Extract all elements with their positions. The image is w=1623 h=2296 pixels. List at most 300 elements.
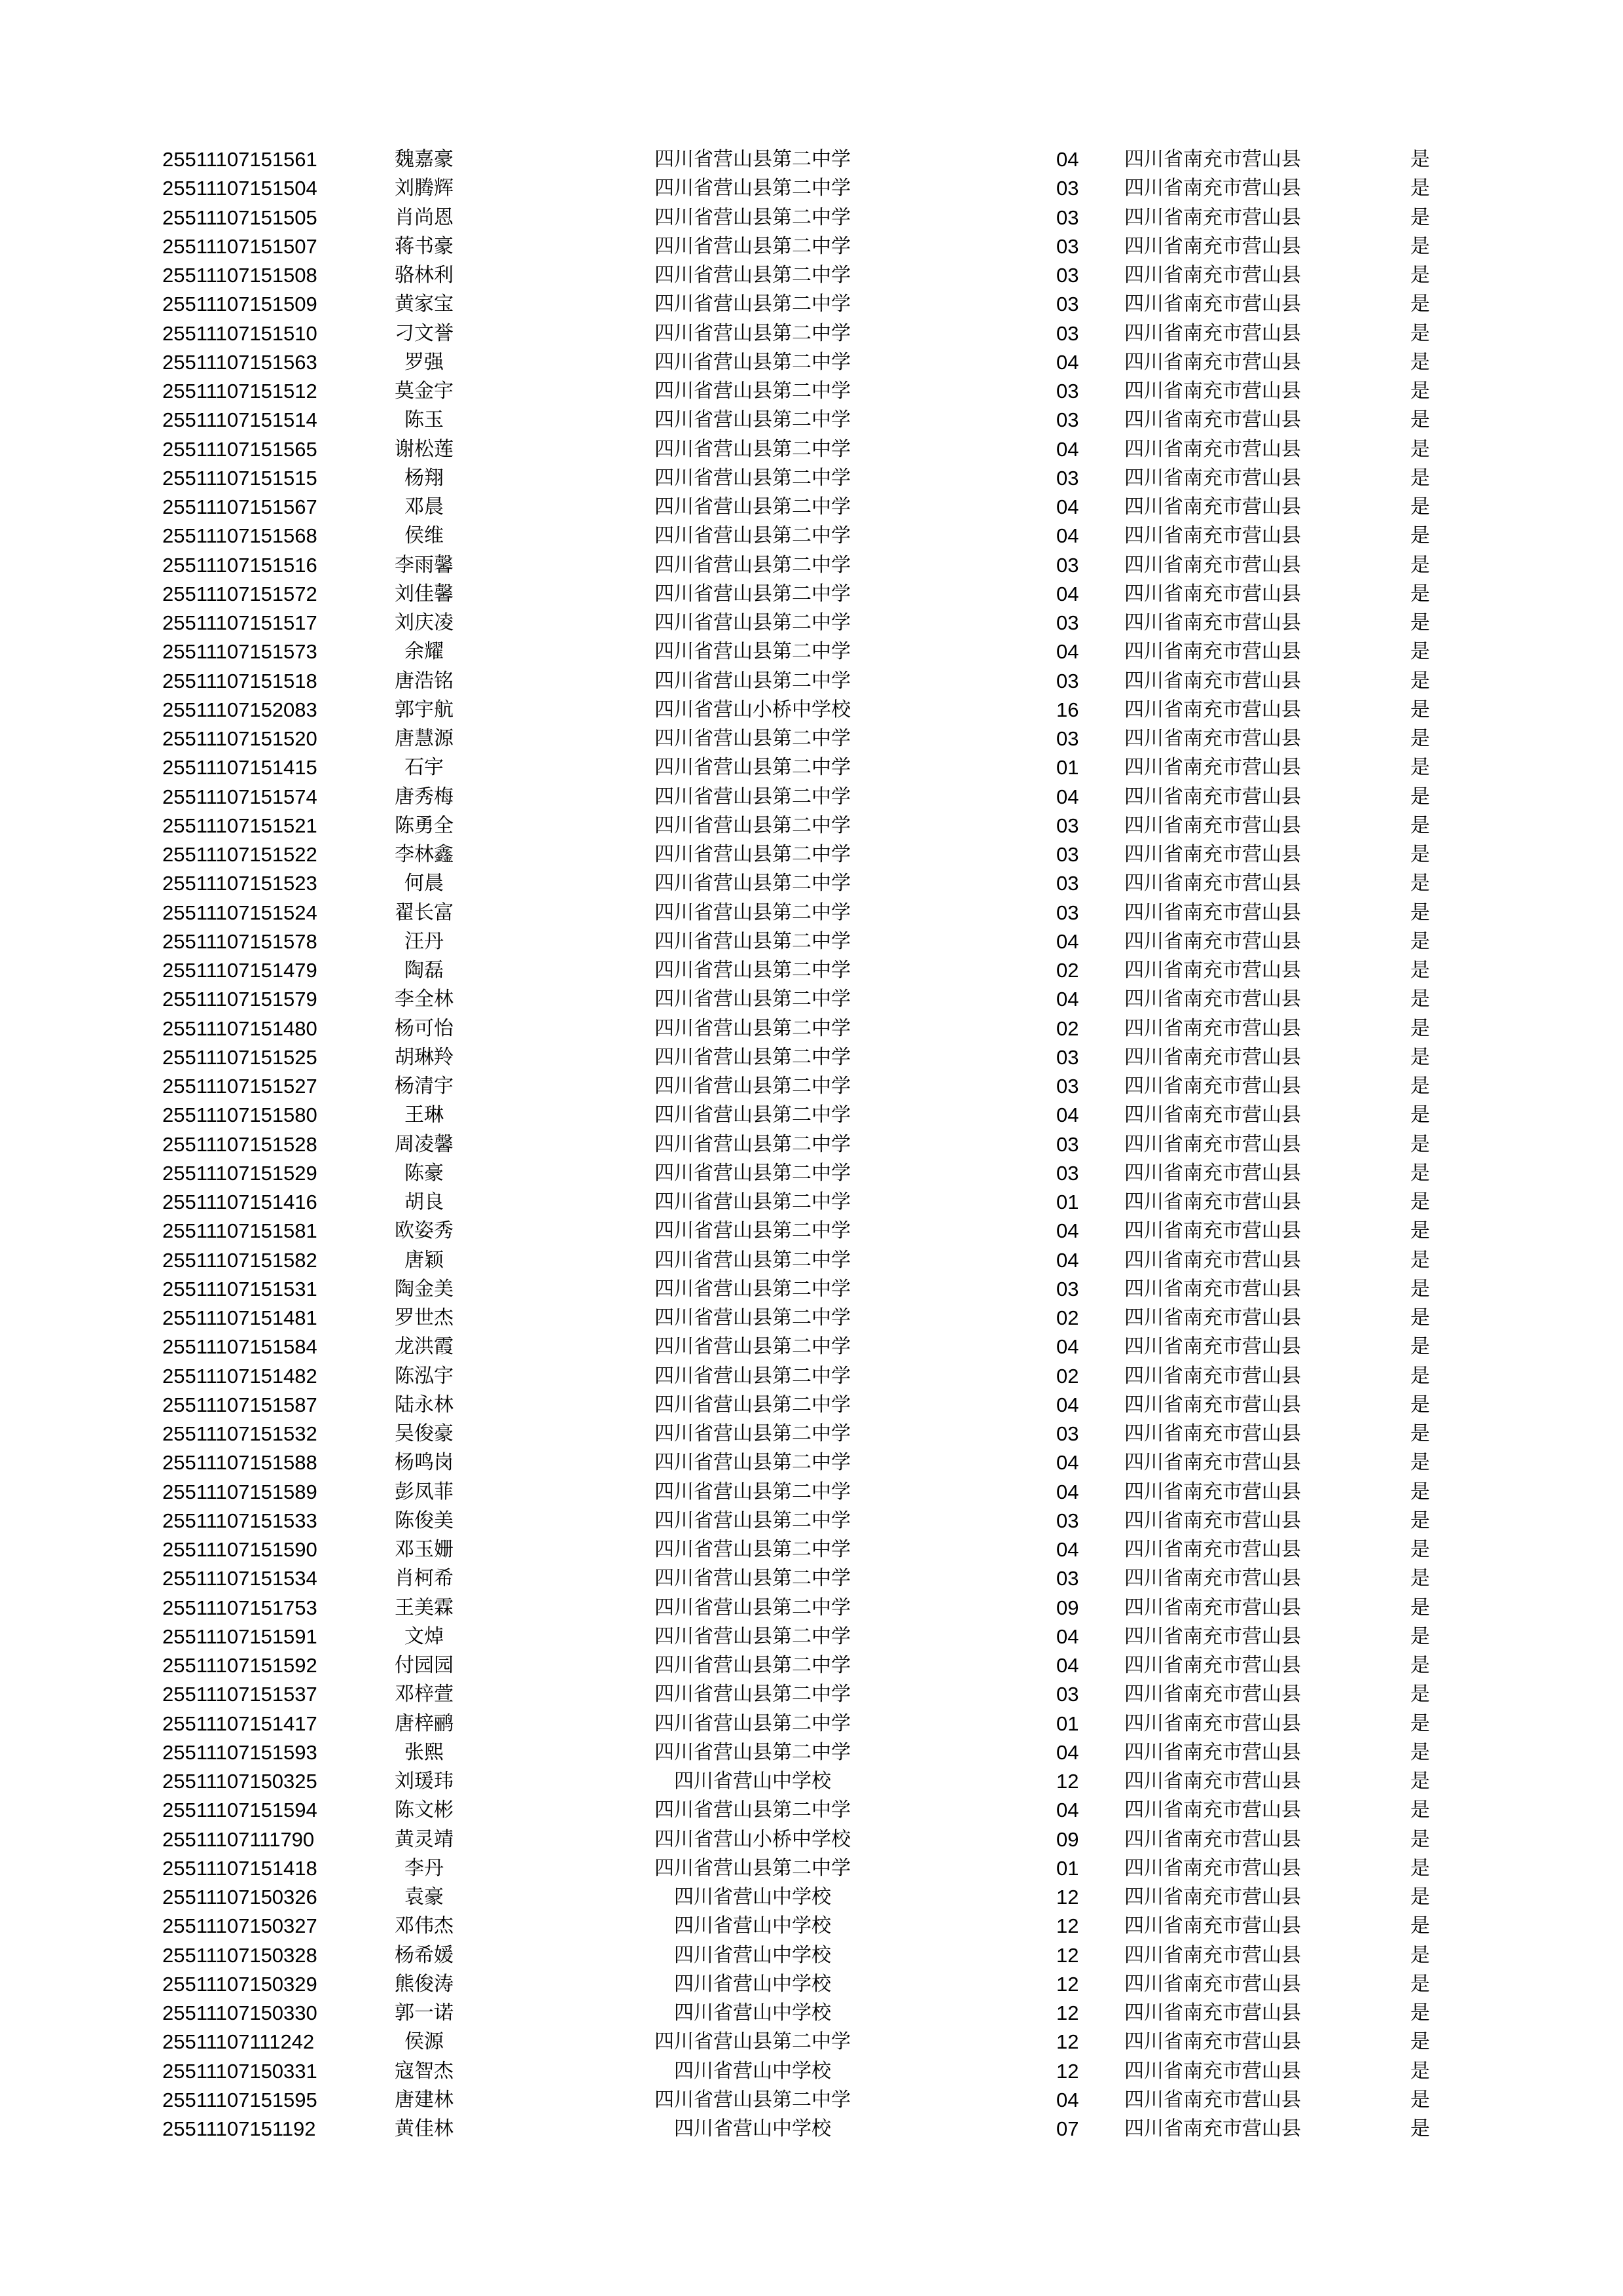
status-flag-cell: 是 [1410,1567,1430,1590]
school-name-cell: 四川省营山县第二中学 [654,988,851,1011]
region-cell: 四川省南充市营山县 [1124,1451,1301,1475]
school-name-cell: 四川省营山县第二中学 [654,1335,851,1359]
student-name-cell: 唐慧源 [395,727,454,750]
school-name-cell: 四川省营山县第二中学 [654,1538,851,1561]
student-name-cell: 陈俊美 [395,1509,454,1532]
status-flag-cell: 是 [1410,495,1430,518]
status-flag-cell: 是 [1410,959,1430,982]
region-cell: 四川省南充市营山县 [1124,669,1301,692]
student-id-cell: 25511107151520 [162,727,317,750]
category-code-cell: 02 [1056,959,1079,982]
region-cell: 四川省南充市营山县 [1124,1596,1301,1619]
student-id-cell: 25511107151415 [162,756,317,780]
student-id-cell: 25511107151510 [162,321,317,345]
student-name-cell: 李全林 [395,988,454,1011]
student-name-cell: 唐建林 [395,2088,454,2111]
category-code-cell: 03 [1056,1509,1079,1532]
school-name-cell: 四川省营山县第二中学 [654,1856,851,1880]
table-row [0,1014,1623,1043]
status-flag-cell: 是 [1410,1219,1430,1243]
student-id-cell: 25511107151753 [162,1596,317,1619]
school-name-cell: 四川省营山县第二中学 [654,408,851,432]
school-name-cell: 四川省营山中学校 [674,1943,831,1967]
region-cell: 四川省南充市营山县 [1124,264,1301,287]
region-cell: 四川省南充市营山县 [1124,495,1301,518]
table-row [0,145,1623,174]
student-name-cell: 谢松莲 [395,437,454,461]
student-name-cell: 肖尚恩 [395,206,454,229]
status-flag-cell: 是 [1410,1306,1430,1329]
region-cell: 四川省南充市营山县 [1124,1103,1301,1127]
region-cell: 四川省南充市营山县 [1124,959,1301,982]
school-name-cell: 四川省营山县第二中学 [654,1509,851,1532]
table-row [0,1188,1623,1217]
student-name-cell: 胡琳羚 [395,1045,454,1069]
region-cell: 四川省南充市营山县 [1124,1683,1301,1706]
table-row [0,551,1623,580]
table-row [0,2057,1623,2086]
student-id-cell: 25511107151582 [162,1248,317,1272]
school-name-cell: 四川省营山中学校 [674,1770,831,1793]
status-flag-cell: 是 [1410,1712,1430,1735]
region-cell: 四川省南充市营山县 [1124,1075,1301,1098]
school-name-cell: 四川省营山县第二中学 [654,1480,851,1503]
region-cell: 四川省南充市营山县 [1124,1509,1301,1532]
status-flag-cell: 是 [1410,727,1430,750]
region-cell: 四川省南充市营山县 [1124,293,1301,316]
student-name-cell: 周凌馨 [395,1132,454,1156]
school-name-cell: 四川省营山县第二中学 [654,380,851,403]
category-code-cell: 03 [1056,1045,1079,1069]
student-id-cell: 25511107151509 [162,293,317,316]
school-name-cell: 四川省营山县第二中学 [654,611,851,634]
student-name-cell: 石宇 [404,756,444,780]
region-cell: 四川省南充市营山县 [1124,872,1301,895]
table-row [0,1767,1623,1796]
category-code-cell: 01 [1056,1191,1079,1213]
student-name-cell: 熊俊涛 [395,1972,454,1996]
student-id-cell: 25511107151589 [162,1480,317,1503]
table-row [0,174,1623,203]
school-name-cell: 四川省营山县第二中学 [654,206,851,229]
region-cell: 四川省南充市营山县 [1124,1740,1301,1764]
school-name-cell: 四川省营山中学校 [674,2001,831,2024]
status-flag-cell: 是 [1410,929,1430,953]
student-id-cell: 25511107151567 [162,495,317,518]
table-row [0,1999,1623,2028]
table-row [0,1564,1623,1593]
student-id-cell: 25511107151594 [162,1799,317,1822]
category-code-cell: 04 [1056,929,1079,953]
region-cell: 四川省南充市营山县 [1124,843,1301,866]
status-flag-cell: 是 [1410,408,1430,432]
student-name-cell: 唐浩铭 [395,669,454,692]
table-row [0,956,1623,985]
category-code-cell: 03 [1056,872,1079,895]
school-name-cell: 四川省营山县第二中学 [654,2030,851,2054]
table-row [0,406,1623,435]
category-code-cell: 04 [1056,1103,1079,1127]
category-code-cell: 09 [1056,1596,1079,1619]
school-name-cell: 四川省营山县第二中学 [654,1016,851,1040]
student-id-cell: 25511107151529 [162,1161,317,1185]
status-flag-cell: 是 [1410,1683,1430,1706]
status-flag-cell: 是 [1410,1654,1430,1677]
table-row [0,493,1623,522]
category-code-cell: 04 [1056,1451,1079,1475]
school-name-cell: 四川省营山县第二中学 [654,321,851,345]
region-cell: 四川省南充市营山县 [1124,1480,1301,1503]
table-row [0,1362,1623,1391]
category-code-cell: 12 [1056,1770,1079,1793]
student-id-cell: 25511107151532 [162,1422,317,1445]
category-code-cell: 09 [1056,1827,1079,1851]
student-id-cell: 25511107152083 [162,698,317,721]
region-cell: 四川省南充市营山县 [1124,466,1301,490]
region-cell: 四川省南充市营山县 [1124,1306,1301,1329]
student-id-cell: 25511107151515 [162,466,317,490]
table-row [0,1883,1623,1912]
school-name-cell: 四川省营山县第二中学 [654,872,851,895]
student-id-cell: 25511107151531 [162,1277,317,1300]
region-cell: 四川省南充市营山县 [1124,929,1301,953]
status-flag-cell: 是 [1410,206,1430,229]
region-cell: 四川省南充市营山县 [1124,1943,1301,1967]
table-row [0,1420,1623,1448]
category-code-cell: 03 [1056,321,1079,345]
student-name-cell: 邓玉姗 [395,1538,454,1561]
status-flag-cell: 是 [1410,1335,1430,1359]
status-flag-cell: 是 [1410,264,1430,287]
student-name-cell: 罗世杰 [395,1306,454,1329]
student-name-cell: 李丹 [404,1856,444,1880]
student-name-cell: 陈豪 [404,1161,444,1185]
category-code-cell: 01 [1056,756,1079,780]
school-name-cell: 四川省营山县第二中学 [654,669,851,692]
region-cell: 四川省南充市营山县 [1124,437,1301,461]
status-flag-cell: 是 [1410,582,1430,605]
region-cell: 四川省南充市营山县 [1124,2001,1301,2024]
category-code-cell: 04 [1056,437,1079,461]
region-cell: 四川省南充市营山县 [1124,1972,1301,1996]
student-name-cell: 邓梓萱 [395,1683,454,1706]
school-name-cell: 四川省营山县第二中学 [654,959,851,982]
status-flag-cell: 是 [1410,1045,1430,1069]
student-id-cell: 25511107151508 [162,264,317,287]
table-row [0,1072,1623,1101]
student-name-cell: 刁文誉 [395,321,454,345]
status-flag-cell: 是 [1410,437,1430,461]
student-id-cell: 25511107151417 [162,1712,317,1735]
student-id-cell: 25511107151512 [162,380,317,403]
student-name-cell: 陈泓宇 [395,1364,454,1388]
status-flag-cell: 是 [1410,1016,1430,1040]
school-name-cell: 四川省营山县第二中学 [654,495,851,518]
status-flag-cell: 是 [1410,1364,1430,1388]
status-flag-cell: 是 [1410,611,1430,634]
table-row [0,1246,1623,1275]
school-name-cell: 四川省营山县第二中学 [654,1740,851,1764]
school-name-cell: 四川省营山县第二中学 [654,466,851,490]
status-flag-cell: 是 [1410,1596,1430,1619]
student-name-cell: 郭一诺 [395,2001,454,2024]
status-flag-cell: 是 [1410,380,1430,403]
region-cell: 四川省南充市营山县 [1124,1335,1301,1359]
table-row [0,1738,1623,1767]
student-name-cell: 杨翔 [404,466,444,490]
category-code-cell: 07 [1056,2117,1079,2140]
table-row [0,2028,1623,2056]
region-cell: 四川省南充市营山县 [1124,1422,1301,1445]
student-id-cell: 25511107151574 [162,785,317,808]
student-name-cell: 莫金宇 [395,380,454,403]
student-name-cell: 袁豪 [404,1886,444,1909]
category-code-cell: 03 [1056,901,1079,924]
region-cell: 四川省南充市营山县 [1124,814,1301,837]
category-code-cell: 03 [1056,1567,1079,1590]
student-id-cell: 25511107111790 [162,1827,315,1851]
student-name-cell: 邓伟杰 [395,1914,454,1938]
student-name-cell: 龙洪霞 [395,1335,454,1359]
student-id-cell: 25511107150328 [162,1943,317,1967]
category-code-cell: 03 [1056,669,1079,692]
category-code-cell: 12 [1056,1886,1079,1909]
student-name-cell: 胡良 [404,1191,444,1213]
region-cell: 四川省南充市营山县 [1124,988,1301,1011]
region-cell: 四川省南充市营山县 [1124,2030,1301,2054]
status-flag-cell: 是 [1410,1422,1430,1445]
category-code-cell: 04 [1056,1480,1079,1503]
category-code-cell: 04 [1056,988,1079,1011]
table-row [0,1623,1623,1651]
student-id-cell: 25511107151507 [162,234,317,258]
category-code-cell: 04 [1056,582,1079,605]
student-id-cell: 25511107151528 [162,1132,317,1156]
table-row [0,1912,1623,1941]
category-code-cell: 04 [1056,1799,1079,1822]
table-row [0,637,1623,666]
school-name-cell: 四川省营山县第二中学 [654,756,851,780]
table-row [0,1130,1623,1159]
student-id-cell: 25511107151584 [162,1335,317,1359]
status-flag-cell: 是 [1410,1248,1430,1272]
student-name-cell: 陈文彬 [395,1799,454,1822]
school-name-cell: 四川省营山县第二中学 [654,1451,851,1475]
table-row [0,2086,1623,2115]
table-row [0,869,1623,898]
table-row [0,1391,1623,1420]
table-row [0,2115,1623,2144]
student-name-cell: 彭凤菲 [395,1480,454,1503]
region-cell: 四川省南充市营山县 [1124,1567,1301,1590]
status-flag-cell: 是 [1410,1509,1430,1532]
school-name-cell: 四川省营山县第二中学 [654,1712,851,1735]
region-cell: 四川省南充市营山县 [1124,1248,1301,1272]
region-cell: 四川省南充市营山县 [1124,1799,1301,1822]
school-name-cell: 四川省营山县第二中学 [654,1364,851,1388]
status-flag-cell: 是 [1410,640,1430,664]
table-row [0,927,1623,956]
student-name-cell: 陈勇全 [395,814,454,837]
student-name-cell: 唐梓鹂 [395,1712,454,1735]
table-row [0,725,1623,753]
region-cell: 四川省南充市营山县 [1124,2088,1301,2111]
region-cell: 四川省南充市营山县 [1124,1364,1301,1388]
student-name-cell: 陈玉 [404,408,444,432]
student-id-cell: 25511107151581 [162,1219,317,1243]
table-row [0,985,1623,1014]
student-id-cell: 25511107151568 [162,524,317,548]
student-name-cell: 李雨馨 [395,553,454,577]
student-name-cell: 刘腾辉 [395,177,454,200]
school-name-cell: 四川省营山县第二中学 [654,437,851,461]
status-flag-cell: 是 [1410,1075,1430,1098]
school-name-cell: 四川省营山县第二中学 [654,1422,851,1445]
status-flag-cell: 是 [1410,843,1430,866]
region-cell: 四川省南充市营山县 [1124,756,1301,780]
table-row [0,261,1623,290]
category-code-cell: 03 [1056,177,1079,200]
region-cell: 四川省南充市营山县 [1124,1132,1301,1156]
student-id-cell: 25511107151521 [162,814,317,837]
category-code-cell: 04 [1056,1219,1079,1243]
category-code-cell: 04 [1056,1654,1079,1677]
category-code-cell: 12 [1056,1914,1079,1938]
category-code-cell: 04 [1056,1393,1079,1416]
category-code-cell: 12 [1056,1972,1079,1996]
student-id-cell: 25511107151524 [162,901,317,924]
student-name-cell: 唐颖 [404,1248,444,1272]
school-name-cell: 四川省营山中学校 [674,1914,831,1938]
student-id-cell: 25511107150327 [162,1914,317,1938]
status-flag-cell: 是 [1410,1799,1430,1822]
student-id-cell: 25511107151518 [162,669,317,692]
student-id-cell: 25511107151514 [162,408,317,432]
student-id-cell: 25511107151578 [162,929,317,953]
school-name-cell: 四川省营山小桥中学校 [654,698,851,721]
student-id-cell: 25511107150330 [162,2001,317,2024]
region-cell: 四川省南充市营山县 [1124,206,1301,229]
school-name-cell: 四川省营山县第二中学 [654,640,851,664]
student-name-cell: 郭宇航 [395,698,454,721]
school-name-cell: 四川省营山县第二中学 [654,1393,851,1416]
table-row [0,204,1623,232]
region-cell: 四川省南充市营山县 [1124,1161,1301,1185]
category-code-cell: 04 [1056,1740,1079,1764]
status-flag-cell: 是 [1410,698,1430,721]
table-row [0,753,1623,782]
student-name-cell: 何晨 [404,872,444,895]
category-code-cell: 02 [1056,1364,1079,1388]
student-id-cell: 25511107151522 [162,843,317,866]
student-name-cell: 王美霖 [395,1596,454,1619]
category-code-cell: 04 [1056,785,1079,808]
table-row [0,1594,1623,1623]
category-code-cell: 04 [1056,148,1079,171]
table-row [0,1854,1623,1883]
status-flag-cell: 是 [1410,148,1430,171]
student-name-cell: 杨希媛 [395,1943,454,1967]
region-cell: 四川省南充市营山县 [1124,350,1301,374]
table-row [0,290,1623,319]
school-name-cell: 四川省营山县第二中学 [654,264,851,287]
school-name-cell: 四川省营山县第二中学 [654,524,851,548]
school-name-cell: 四川省营山县第二中学 [654,177,851,200]
region-cell: 四川省南充市营山县 [1124,698,1301,721]
school-name-cell: 四川省营山小桥中学校 [654,1827,851,1851]
region-cell: 四川省南充市营山县 [1124,148,1301,171]
table-row [0,609,1623,637]
table-row [0,232,1623,261]
category-code-cell: 01 [1056,1856,1079,1880]
school-name-cell: 四川省营山中学校 [674,2117,831,2140]
table-row [0,1825,1623,1854]
student-name-cell: 王琳 [404,1103,444,1127]
student-id-cell: 25511107151593 [162,1740,317,1764]
school-name-cell: 四川省营山中学校 [674,1972,831,1996]
student-name-cell: 骆林利 [395,264,454,287]
region-cell: 四川省南充市营山县 [1124,524,1301,548]
table-row [0,899,1623,927]
table-row [0,464,1623,493]
table-row [0,1333,1623,1361]
student-name-cell: 汪丹 [404,929,444,953]
category-code-cell: 03 [1056,1132,1079,1156]
table-row [0,1101,1623,1130]
school-name-cell: 四川省营山县第二中学 [654,582,851,605]
region-cell: 四川省南充市营山县 [1124,1827,1301,1851]
region-cell: 四川省南充市营山县 [1124,408,1301,432]
status-flag-cell: 是 [1410,1827,1430,1851]
student-list-table [0,145,1623,2144]
school-name-cell: 四川省营山县第二中学 [654,1567,851,1590]
status-flag-cell: 是 [1410,2088,1430,2111]
student-name-cell: 陶磊 [404,959,444,982]
student-id-cell: 25511107151579 [162,988,317,1011]
table-row [0,435,1623,464]
status-flag-cell: 是 [1410,1770,1430,1793]
category-code-cell: 03 [1056,466,1079,490]
region-cell: 四川省南充市营山县 [1124,234,1301,258]
student-id-cell: 25511107151482 [162,1364,317,1388]
school-name-cell: 四川省营山县第二中学 [654,901,851,924]
status-flag-cell: 是 [1410,785,1430,808]
status-flag-cell: 是 [1410,1886,1430,1909]
student-name-cell: 黄灵靖 [395,1827,454,1851]
school-name-cell: 四川省营山县第二中学 [654,1132,851,1156]
status-flag-cell: 是 [1410,321,1430,345]
student-id-cell: 25511107151590 [162,1538,317,1561]
category-code-cell: 03 [1056,814,1079,837]
student-id-cell: 25511107151416 [162,1191,317,1213]
school-name-cell: 四川省营山县第二中学 [654,2088,851,2111]
student-id-cell: 25511107151592 [162,1654,317,1677]
region-cell: 四川省南充市营山县 [1124,1654,1301,1677]
category-code-cell: 03 [1056,1161,1079,1185]
category-code-cell: 12 [1056,2001,1079,2024]
school-name-cell: 四川省营山县第二中学 [654,148,851,171]
student-id-cell: 25511107151481 [162,1306,317,1329]
student-id-cell: 25511107151525 [162,1045,317,1069]
student-name-cell: 杨鸣岗 [395,1451,454,1475]
status-flag-cell: 是 [1410,1914,1430,1938]
region-cell: 四川省南充市营山县 [1124,582,1301,605]
region-cell: 四川省南充市营山县 [1124,1914,1301,1938]
student-name-cell: 杨可怡 [395,1016,454,1040]
category-code-cell: 03 [1056,380,1079,403]
region-cell: 四川省南充市营山县 [1124,1191,1301,1213]
table-row [0,1507,1623,1535]
